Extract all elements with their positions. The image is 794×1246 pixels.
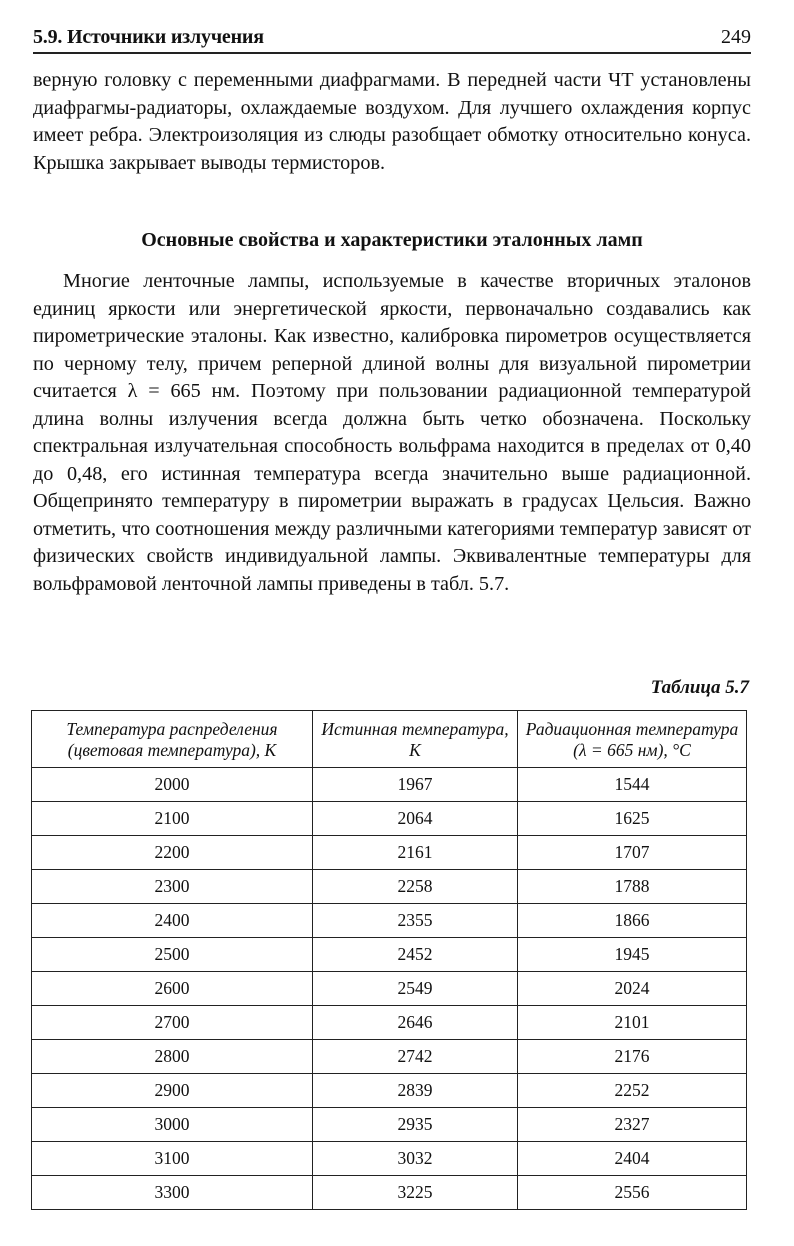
cell-radiance-temperature: 1707 (518, 836, 747, 870)
cell-radiance-temperature: 1788 (518, 870, 747, 904)
cell-true-temperature: 2935 (313, 1108, 518, 1142)
cell-distribution-temperature: 3100 (32, 1142, 313, 1176)
cell-radiance-temperature: 2176 (518, 1040, 747, 1074)
cell-true-temperature: 2839 (313, 1074, 518, 1108)
table-header-row (32, 711, 747, 768)
table-row (32, 836, 747, 870)
cell-radiance-temperature: 2327 (518, 1108, 747, 1142)
cell-true-temperature: 2161 (313, 836, 518, 870)
table-row (32, 938, 747, 972)
cell-radiance-temperature: 1945 (518, 938, 747, 972)
table-row (32, 1108, 747, 1142)
column-header-true-temperature: Истинная температура, K (313, 711, 518, 768)
section-heading: Основные свойства и характеристики эталонных ламп (141, 229, 643, 251)
running-head (33, 24, 751, 50)
table-row (32, 768, 747, 802)
cell-true-temperature: 3225 (313, 1176, 518, 1210)
cell-radiance-temperature: 1625 (518, 802, 747, 836)
cell-true-temperature: 2452 (313, 938, 518, 972)
cell-distribution-temperature: 3000 (32, 1108, 313, 1142)
cell-distribution-temperature: 3300 (32, 1176, 313, 1210)
cell-true-temperature: 1967 (313, 768, 518, 802)
cell-distribution-temperature: 2200 (32, 836, 313, 870)
cell-distribution-temperature: 2600 (32, 972, 313, 1006)
table-row (32, 1176, 747, 1210)
table-row (32, 1074, 747, 1108)
cell-true-temperature: 2064 (313, 802, 518, 836)
cell-radiance-temperature: 2024 (518, 972, 747, 1006)
column-header-radiance-temperature: Радиационная температура (λ = 665 нм), °C (518, 711, 747, 768)
data-table (31, 710, 747, 1210)
cell-distribution-temperature: 2900 (32, 1074, 313, 1108)
cell-distribution-temperature: 2300 (32, 870, 313, 904)
table-row (32, 1040, 747, 1074)
table-row (32, 802, 747, 836)
table-row (32, 1006, 747, 1040)
table-body (32, 768, 747, 1210)
cell-true-temperature: 2355 (313, 904, 518, 938)
table-row (32, 904, 747, 938)
cell-distribution-temperature: 2400 (32, 904, 313, 938)
cell-true-temperature: 3032 (313, 1142, 518, 1176)
cell-true-temperature: 2258 (313, 870, 518, 904)
cell-distribution-temperature: 2700 (32, 1006, 313, 1040)
body-paragraph-1: верную головку с переменными диафрагмами. В передней части ЧТ установлены диафрагмы-радиаторы, охлаждаемые воздухом. Для лучшего охлаждения корпус имеет ребра. Электроизоляция из слюды разобщает обмотку относительно конуса. Крышка закрывает выводы термисторов. (33, 69, 751, 174)
cell-true-temperature: 2646 (313, 1006, 518, 1040)
cell-radiance-temperature: 2252 (518, 1074, 747, 1108)
table-row (32, 1142, 747, 1176)
cell-radiance-temperature: 2404 (518, 1142, 747, 1176)
cell-distribution-temperature: 2800 (32, 1040, 313, 1074)
body-paragraph-2: Многие ленточные лампы, используемые в качестве вторичных эталонов единиц яркости или энергетической яркости, первоначально создавались как пирометрические эталоны. Как известно, калибровка пирометров осуществляется по черному телу, причем реперной длиной волны для визуальной пирометрии считается λ = 665 нм. Поэтому при пользовании радиационной температурой длина волны излучения всегда должна быть четко обозначена. Поскольку спектральная излучательная способность вольфрама находится в пределах от 0,40 до 0,48, его истинная температура всегда значительно выше радиационной. Общепринято температуру в пирометрии выражать в градусах Цельсия. Важно отметить, что соотношения между различными категориями температур зависят от физических свойств индивидуальной лампы. Эквивалентные температуры для вольфрамовой ленточной лампы приведены в табл. 5.7. (33, 270, 751, 595)
page-number: 249 (721, 26, 751, 48)
cell-true-temperature: 2549 (313, 972, 518, 1006)
cell-distribution-temperature: 2100 (32, 802, 313, 836)
cell-radiance-temperature: 2101 (518, 1006, 747, 1040)
cell-true-temperature: 2742 (313, 1040, 518, 1074)
header-rule (33, 52, 751, 54)
section-title: 5.9. Источники излучения (33, 26, 264, 48)
cell-radiance-temperature: 1866 (518, 904, 747, 938)
cell-distribution-temperature: 2000 (32, 768, 313, 802)
table-row (32, 870, 747, 904)
cell-distribution-temperature: 2500 (32, 938, 313, 972)
column-header-distribution-temperature: Температура распределения (цветовая температура), K (32, 711, 313, 768)
table-row (32, 972, 747, 1006)
cell-radiance-temperature: 1544 (518, 768, 747, 802)
cell-radiance-temperature: 2556 (518, 1176, 747, 1210)
table-caption: Таблица 5.7 (650, 677, 749, 698)
